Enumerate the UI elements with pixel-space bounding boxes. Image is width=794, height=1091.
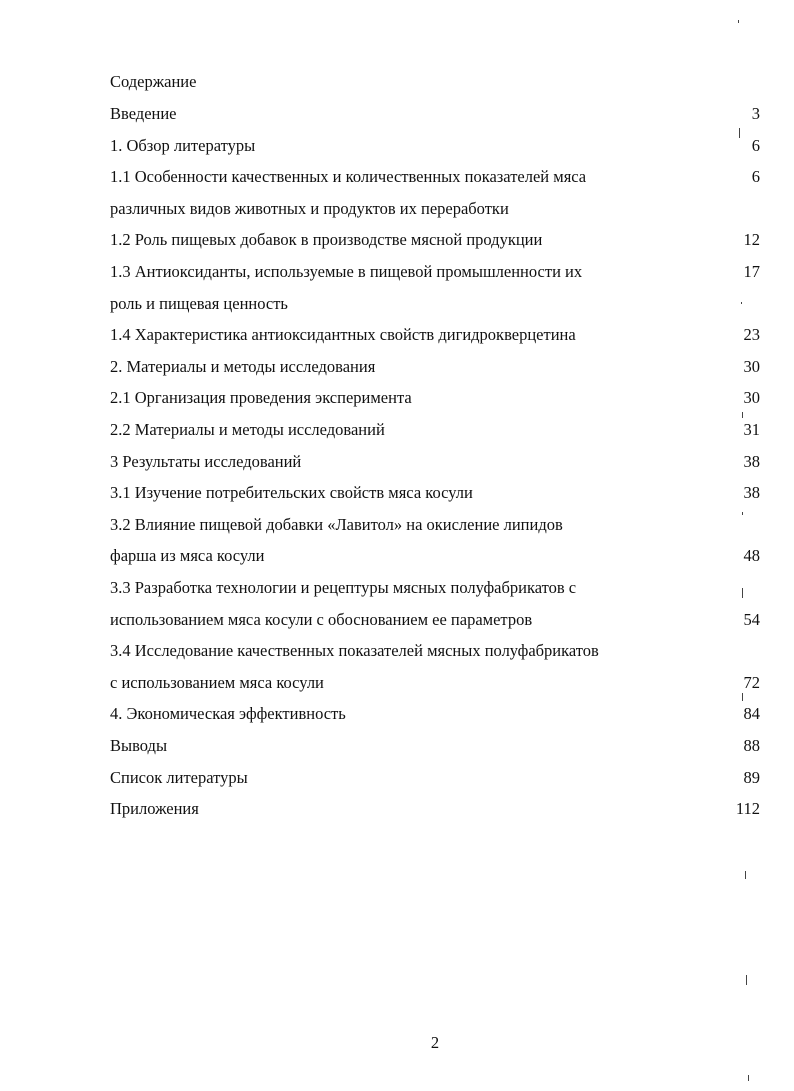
scan-mark: [742, 588, 743, 598]
scan-mark: [742, 693, 743, 701]
toc-entry-text: 1.4 Характеристика антиоксидантных свойств дигидрокверцетина: [110, 325, 576, 344]
toc-entry-continuation: с использованием мяса косули: [110, 673, 324, 692]
toc-entry-continuation: фарша из мяса косули: [110, 546, 265, 565]
toc-page-number: 31: [743, 420, 760, 439]
toc-page-number: 30: [743, 357, 760, 376]
scan-mark: [738, 20, 739, 23]
scan-mark: [745, 871, 746, 879]
page-number: 2: [430, 1033, 440, 1052]
toc-entry-text: Приложения: [110, 799, 199, 818]
toc-page-number: 38: [743, 452, 760, 471]
scan-mark: [742, 412, 743, 418]
toc-entry-text: 2.2 Материалы и методы исследований: [110, 420, 385, 439]
scan-mark: [741, 302, 742, 304]
toc-page-number: 3: [751, 104, 760, 123]
toc-page-number: 84: [743, 704, 760, 723]
toc-entry-text: Введение: [110, 104, 177, 123]
toc-entry-continuation: использованием мяса косули с обоснованием ее параметров: [110, 610, 533, 629]
toc-entry-text: 1.1 Особенности качественных и количественных показателей мяса: [110, 167, 587, 186]
toc-entry-text: 2.1 Организация проведения эксперимента: [110, 388, 412, 407]
toc-page-number: 30: [743, 388, 760, 407]
toc-entry-text: 4. Экономическая эффективность: [110, 704, 346, 723]
toc-entry-continuation: различных видов животных и продуктов их переработки: [110, 199, 509, 218]
toc-title: Содержание: [110, 72, 197, 91]
toc-entry-text: 1.3 Антиоксиданты, используемые в пищевой промышленности их: [110, 262, 583, 281]
scan-mark: [748, 1075, 749, 1081]
toc-entry-text: 3.1 Изучение потребительских свойств мяса косули: [110, 483, 473, 502]
toc-page-number: 6: [751, 167, 760, 186]
toc-entry-text: 1.2 Роль пищевых добавок в производстве мясной продукции: [110, 230, 543, 249]
toc-entry-text: 3.4 Исследование качественных показателей мясных полуфабрикатов: [110, 641, 599, 660]
toc-entry-continuation: роль и пищевая ценность: [110, 294, 288, 313]
toc-page-number: 72: [743, 673, 760, 692]
scan-mark: [739, 128, 740, 138]
toc-page-number: 6: [751, 136, 760, 155]
toc-entry-text: 3 Результаты исследований: [110, 452, 302, 471]
toc-page-number: 112: [735, 799, 760, 818]
toc-page-number: 38: [743, 483, 760, 502]
toc-entry-text: 3.2 Влияние пищевой добавки «Лавитол» на окисление липидов: [110, 515, 563, 534]
toc-page-number: 48: [743, 546, 760, 565]
toc-page-number: 17: [743, 262, 760, 281]
scan-mark: [742, 512, 743, 515]
scan-mark: [746, 975, 747, 985]
toc-page-number: 12: [743, 230, 760, 249]
toc-entry-text: 3.3 Разработка технологии и рецептуры мясных полуфабрикатов с: [110, 578, 577, 597]
toc-entry-text: 1. Обзор литературы: [110, 136, 256, 155]
toc-page-number: 88: [743, 736, 760, 755]
toc-page-number: 23: [743, 325, 760, 344]
toc-entry-text: Выводы: [110, 736, 168, 755]
toc-page-number: 54: [743, 610, 760, 629]
toc-entry-text: 2. Материалы и методы исследования: [110, 357, 376, 376]
toc-page-number: 89: [743, 768, 760, 787]
toc-entry-text: Список литературы: [110, 768, 248, 787]
